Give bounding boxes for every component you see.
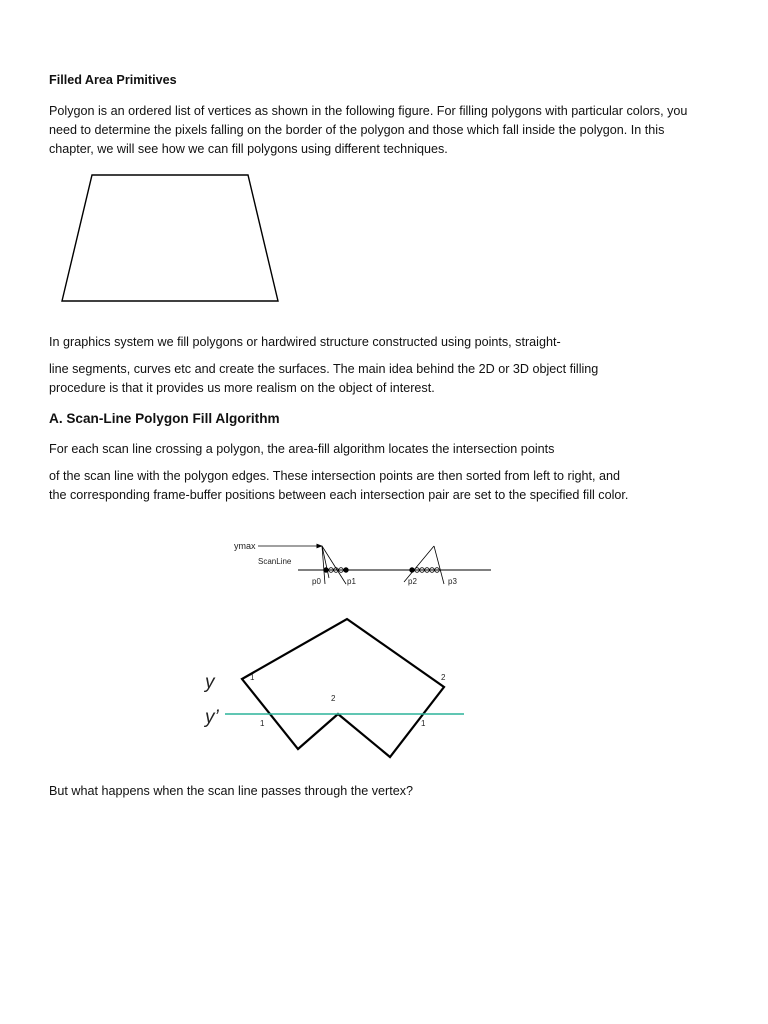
count-label-right-edge: 1 [421, 719, 426, 728]
scanline-line-2: of the scan line with the polygon edges. These intersection points are then sorted from left to right, and [49, 469, 621, 483]
scanline-label: ScanLine [258, 557, 292, 566]
subsection-title: A. Scan-Line Polygon Fill Algorithm [49, 411, 280, 426]
question-line: But what happens when the scan line passes through the vertex? [49, 784, 414, 798]
intro-line-1: Polygon is an ordered list of vertices as shown in the following figure. For filling polygons with particular colors, you [49, 104, 688, 118]
scanline-line-1: For each scan line crossing a polygon, the area-fill algorithm locates the intersection points [49, 442, 555, 456]
section-title: Filled Area Primitives [49, 73, 177, 87]
concave-polygon [242, 619, 444, 757]
count-label-right-vertex: 2 [441, 673, 446, 682]
p3-label: p3 [448, 577, 457, 586]
count-label-left-vertex: 1 [250, 673, 255, 682]
graphics-line-1: In graphics system we fill polygons or hardwired structure constructed using points, straight- [49, 335, 561, 349]
ymax-label: ymax [234, 541, 256, 551]
graphics-line-2: line segments, curves etc and create the surfaces. The main idea behind the 2D or 3D object filling [49, 362, 599, 376]
y-prime-label: y’ [205, 707, 219, 728]
intro-line-2: need to determine the pixels falling on the border of the polygon and those which fall inside the polygon. In this [49, 123, 665, 137]
p2-label: p2 [408, 577, 417, 586]
p1-label: p1 [347, 577, 356, 586]
count-label-middle-vertex: 2 [331, 694, 336, 703]
p0-label: p0 [312, 577, 321, 586]
count-label-left-edge: 1 [260, 719, 265, 728]
intro-line-3: chapter, we will see how we can fill polygons using different techniques. [49, 142, 448, 156]
scanline-line-3: the corresponding frame-buffer positions between each intersection pair are set to the specified fill color. [49, 488, 629, 502]
y-label: y [205, 672, 215, 693]
graphics-line-3: procedure is that it provides us more realism on the object of interest. [49, 381, 435, 395]
